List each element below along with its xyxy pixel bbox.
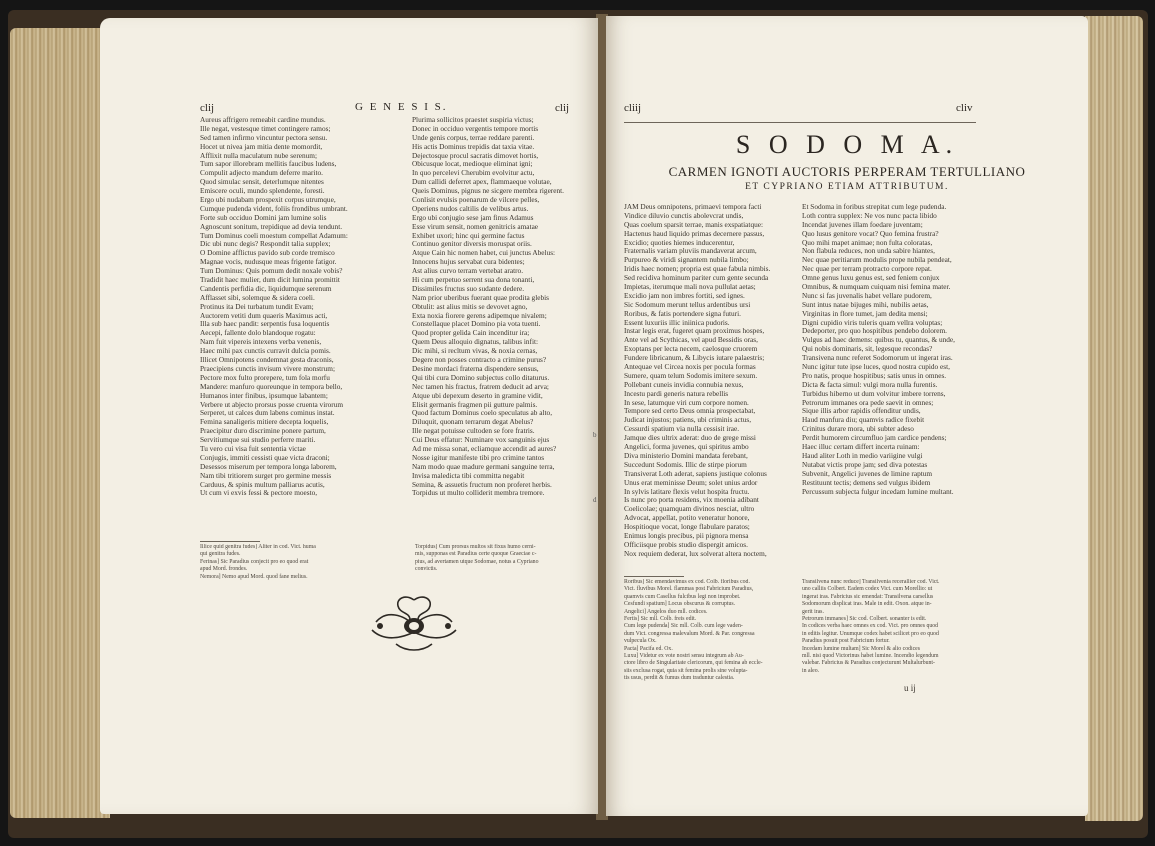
verse-line: Sunt intus natae bijuges mihi, nubilis aetas, [802, 299, 929, 309]
footnote-line: in editis legitur. Unumque codex habet scilicet pro eo quod [802, 630, 939, 637]
footnote-line: Luxu] Videtur ex vote nostri sensu integrum ab Au- [624, 652, 744, 659]
verse-line: Femina sanaligeris mitiere decepta loquelis, [200, 417, 329, 427]
verse-line: Iridis haec nomen; propria est quae fabula nimbis. [624, 264, 771, 274]
verse-line: Impietas, iterumque mali nova pullulat aetas; [624, 282, 756, 292]
verse-line: Vindice diluvio cunctis abolevcrat undis, [624, 210, 744, 220]
verse-line: Nec quae per terram protracto corpore repat. [802, 264, 932, 274]
title-rule [624, 122, 976, 123]
verse-line: Afflasset sibi, solemque & sidera coeli. [200, 292, 315, 302]
verse-line: Digni cupidio viris tuleris quam vellra voluptas; [802, 317, 943, 327]
footnote-line: quamvis cum Casellus fulcibus legi non improbet. [624, 593, 741, 600]
verse-line: Incestu pardi generis natura rebellis [624, 388, 729, 398]
verse-line: Sumere, quam telum Sodomis imitere sexum. [624, 370, 758, 380]
verse-line: Operiens nudos caltilis de velibus artus. [412, 203, 529, 213]
verse-line: Protinus ita Dei turbatum tundit Evam; [200, 301, 314, 311]
footnote-line: Torpidus] Cum prorsus multos sit fixus humo cerni- [415, 544, 536, 550]
right-footnotes-col2 [802, 579, 990, 675]
verse-line: Succedunt Sodomis. Illic de stirpe piorum [624, 459, 747, 469]
verse-line: Cui Deus effatur: Numinare vox sanguinis ejus [412, 435, 550, 445]
footnote-line: Petrorum immanes] Sic cod. Colbert. sonanter is edit. [802, 615, 927, 622]
verse-line: Ergo ubi conjugio sese jam finus Adamus [412, 212, 534, 222]
footnote-line: vulpecula Ox. [624, 638, 657, 645]
verse-line: Sic Sodomum merunt tellus ardentibus ursi [624, 299, 751, 309]
verse-line: Dicta & facta simul: vulgi mora nulla furentis. [802, 379, 938, 389]
right-page [606, 16, 1088, 816]
verse-line: Non flabula reduces, non unda sabire hiantes, [802, 246, 935, 256]
footnote-line: Paradius posuit post Fabricium fortur. [802, 638, 890, 645]
left-footnote-rule [200, 541, 260, 542]
verse-line: Ad me missa sonat, ecliamque accendit ad aures? [412, 443, 557, 453]
verse-line: Angelici, forma juvenes, qui spiritus ambo [624, 442, 749, 452]
footnote-line: valebar. Fabricius & Paradius conjecturunt Multalurbunt- [802, 660, 935, 667]
verse-line: Exhibet uxori; hinc qui germine factus [412, 230, 525, 240]
verse-line: Humanos inter finibus, ipsumque labantem; [200, 390, 328, 400]
verse-line: Omnibus, & numquam cuiquam nisi femina mater. [802, 282, 951, 292]
verse-line: Sed recidiva hominum pariter cum gente secunda [624, 273, 769, 283]
verse-line: Obtulit: ast alius mitis se devovet agno, [412, 301, 528, 311]
verse-line: Quod propter gelida Cain incenditur ira; [412, 328, 530, 338]
verse-line: Nec quae peritiarum modulis prope nubila pendeat, [802, 255, 952, 265]
verse-line: Ast alius curvo terram vertebat aratro. [412, 266, 524, 276]
verse-line: Haec mihi pax cunctis curravit dulcia pomis. [200, 346, 331, 356]
footnote-line: Incedam lumine multam] Sic Morel & alio codices [802, 645, 920, 652]
verse-line: Qui tibi cura Domino subjectus collo ditaturus. [412, 372, 550, 382]
verse-line: Essent luxuriis illic iniinica pudoris. [624, 317, 730, 327]
left-page-number: clij [200, 102, 215, 114]
verse-line: Praecipiens cunctis invisum vivere monstrum; [200, 363, 335, 373]
verse-line: JAM Deus omnipotens, primaevi tempora facti [624, 203, 762, 211]
verse-line: Tum Dominus coeli moestum compellat Adamum: [200, 230, 348, 240]
subtitle: CARMEN IGNOTI AUCTORIS PERPERAM TERTULLIANO [668, 164, 1026, 179]
verse-line: Fundere libricanum, & Libycis iutare palaestris; [624, 353, 765, 363]
footnote-line: gerit iras. [802, 608, 824, 615]
right-footnote-rule [624, 576, 684, 577]
verse-line: Queis Dominus, pignus ne sicgere membra rigerent. [412, 186, 564, 196]
footnote-line: Ferinas] Sic Paradius conjecit pro eo quod erat [200, 558, 309, 565]
verse-line: In sylvis latitare flexis velut hospita fructu. [624, 486, 750, 496]
left-footnotes-col1 [200, 544, 400, 581]
verse-line: O Domine afflictus pavido sub corde tremisco [200, 248, 335, 258]
verse-line: Praecipitur duro discrimine ponere partum, [200, 426, 326, 436]
verse-line: Haud manfura diu; quamvis radice fixebit [802, 415, 925, 425]
footnote-line: Transilvena nunc reduce] Transilvenia recerallier cod. Vict. [802, 579, 940, 585]
verse-line: Judicat injustos; patiens, ubi criminis actus, [624, 415, 752, 425]
verse-line: Quo mihi mapet animae; non fulta coloratas, [802, 237, 933, 247]
margin-mark-d: d [593, 496, 597, 504]
verse-line: Hospitioque vocat, longe flabulare paratos; [624, 522, 750, 532]
verse-line: Tum sapor illorebram mellitis faucibus ludens, [200, 159, 337, 169]
page-title: S O D O M A. [735, 130, 959, 159]
verse-line: Perdit humorem circumfluo jam cardice pendens; [802, 433, 947, 443]
verse-line: In quo percelevi Cherubim evolvitur actu, [412, 168, 535, 178]
verse-line: Ergo ubi nudabam prospexit corpus utrumque, [200, 195, 336, 205]
verse-line: Pro natis, proque hospitibus; satis unus in omnes. [802, 370, 947, 380]
verse-line: Quod simulac sensit, deterlumque nitentes [200, 177, 324, 187]
verse-line: Nam tibi tritiorem surget pro germine messis [200, 470, 332, 480]
footnote-line: siis exclusa rogat, quia sit femina prolis sine volupta- [624, 667, 748, 674]
verse-line: Constellaque placet Domino pia vota tuenti. [412, 319, 541, 329]
verse-line: Agnoscunt sonitum, trepidique ad devia tendunt. [200, 221, 343, 231]
verse-line: Verbere ut abjecto prorsus posse cruenta virorum [200, 399, 344, 409]
verse-line: Antequae vel Circea noxis per pocula formas [624, 362, 756, 372]
verse-line: Pectore mox fulto prorepere, tum fola morfu [200, 372, 330, 382]
verse-line: Quo lusus genitore vocat? Quo femina frustra? [802, 228, 939, 238]
footnote-line: Roribus] Sic emendavimus ex cod. Colb. floribus cod. [624, 579, 750, 585]
verse-line: Virginitas in flore tumet, jam dedita mensi; [802, 308, 928, 318]
verse-line: Fraternalis variam pluviis mandaverat arcum, [624, 246, 757, 256]
verse-line: Illa sub haec pandit: serpentis fusa loquentis [200, 319, 330, 329]
verse-line: Conlisit evulsis poenarum de vilcere pelles, [412, 195, 540, 205]
footnote-line: Nemora] Nemo apud Mord. quod fane melius. [200, 573, 308, 580]
verse-line: Officiisque probis studio dispergit amicos. [624, 539, 748, 549]
verse-line: Excidio; quoties hiemes inducerentur, [624, 237, 735, 247]
verse-line: Dissimiles fructus suo sudante dedere. [412, 283, 525, 293]
verse-line: Forte sub occiduo Domini jam lumine solis [200, 212, 327, 222]
verse-line: Dedeporter, pro quo hospitibus pendebo dolorem. [802, 326, 948, 336]
signature-mark: u ij [904, 683, 916, 693]
footnote-line: apud Mord. frondes. [200, 566, 248, 573]
verse-line: Afflixit nulla maculatum nube serenum; [200, 150, 317, 160]
verse-line: Instar legis erat, fugeret quam proximus hospes, [624, 326, 765, 336]
subtitle-2: ET CYPRIANO ETIAM ATTRIBUTUM. [745, 182, 949, 192]
footnote-line: Sodomorum displicat iras. Male in edit. Oxon. atque in- [802, 601, 932, 608]
verse-line: Esse virum sensit, nomen genitricis amatae [412, 221, 539, 231]
verse-line: Aureus affrigero remeabit cardine mundus. [200, 116, 326, 124]
verse-line: Incendat juvenes illam foedare juventam; [802, 219, 923, 229]
margin-mark-b: b [593, 431, 597, 439]
verse-line: Tempore sed certo Deus omnia prospectabat, [624, 406, 756, 416]
footnote-line: Cum lege pudenda] Sic mll. Colb. cum lege vaden- [624, 623, 743, 630]
right-page-number-left: cliij [624, 102, 642, 114]
verse-line: Magnae vocis, nudusque meas frigente fatigor. [200, 257, 337, 267]
verse-line: Elisit germanis fragmen pii gutture palmis. [412, 399, 538, 409]
footnote-line: ingerat iras. Fabricius sic emendat: Transilvena carsellus [802, 593, 934, 600]
verse-line: Is nunc pro porta residens, vix moenia adibant [624, 495, 759, 505]
verse-line: Turbidus hiberno ut dum volvitur imbere torrens, [802, 388, 946, 398]
verse-line: Pollebant cuneis invidia connubia nexus, [624, 379, 744, 389]
verse-line: Loth contra supplex: Ne vos nunc pacta libido [802, 210, 937, 220]
verse-line: Ille negat potuisse cultoden se fore fratris. [412, 426, 535, 436]
verse-line: Ante vel ad Scythicas, vel apud Bessidis oras, [624, 335, 758, 345]
verse-line: Advocat, appellat, potito veneratur honore, [624, 513, 750, 523]
verse-line: Transiverat Loth aderat, sapiens justique colonus [624, 468, 767, 478]
verse-line: Diva ministerio Domini mandata ferebant, [624, 450, 748, 460]
footnote-line: Angelici] Angelos duo mll. codices. [624, 608, 708, 615]
verse-line: Nunc igitur tute ipse luces, quod nostra cupido est, [802, 362, 950, 372]
verse-line: Donec in occiduo vergentis tempore mortis [412, 123, 539, 133]
verse-line: Haec illuc certam differt incerta ruinam: [802, 442, 920, 452]
right-column-1 [624, 203, 804, 559]
verse-line: Obicusque locat, medioque eliminat igni; [412, 159, 533, 169]
footnote-line: mis, supponas est Paradius certe quoque Graeciae c- [415, 551, 537, 558]
verse-line: Carduus, & spinis multum palliarus acutis, [200, 479, 325, 489]
verse-line: Plurima sollicitos praestet suspiria victus; [412, 116, 534, 124]
footnote-line: dum Vict. congressa malevalum Mord. & Par. congressa [624, 630, 755, 637]
verse-line: Mandere: manfuro quoreunque in tempora bello, [200, 381, 343, 391]
verse-line: Desessos miserum per tempora longa laborem, [200, 461, 337, 471]
verse-line: Servitiumque sui studio perferre mariti. [200, 435, 316, 445]
verse-line: Tradidit haec mulier, dum dicit lumina promittit [200, 275, 340, 285]
verse-line: Auctorem vetiti dum quaeris Maximus acti, [200, 310, 328, 320]
footnote-line: mll. nisi quod Victorinus habet lumine. Incendio legendum [802, 652, 939, 659]
verse-line: Quas coelum sparsit terrae, manis exspatiatque: [624, 219, 764, 229]
left-column-1 [200, 116, 405, 498]
footnote-line: qui genitra fudes. [200, 551, 241, 558]
footnote-line: Vict. fluvibus Morel. flammas post Fabricium Paradius, [624, 586, 754, 593]
footnote-line: tis usus, perdit & fumus dum traduntur calestia. [624, 675, 735, 682]
verse-line: Et Sodoma in foribus strepitat cum lege pudenda. [802, 203, 947, 211]
verse-line: Coelicolae; quamquam divinos nesciat, ultro [624, 504, 755, 514]
footnote-line: pius, ad avertamen utque Sodomae, notus a Cypriano [415, 558, 539, 565]
verse-line: Enimus longis precibus, pii pignora mensa [624, 530, 749, 540]
verse-line: Transivena nunc referet Sodomorum ut ingerat iras. [802, 353, 953, 363]
verse-line: In sese, latumque viri cum corpore nomen. [624, 397, 749, 407]
verse-line: Sique illis arbor rapidis offenditur undis, [802, 406, 921, 416]
verse-line: Dejectosque procul sacratis dimovet hortis, [412, 150, 539, 160]
footnote-line: In codices verba haec omnes ex cod. Vict. pro omnes quod [802, 623, 939, 630]
verse-line: Aecepi, fallente dolo blandoque rogatu: [200, 328, 316, 338]
verse-line: Emiscere oculi, mundo splendente, foresti. [200, 186, 325, 196]
verse-line: Jamque dies ultrix aderat: duo de grege missi [624, 433, 756, 443]
verse-line: Compulit adjecto mandum deferre marito. [200, 168, 323, 178]
verse-line: Sed tamen infirmo vincuntur pectora sensu. [200, 132, 328, 142]
verse-line: Nosse igitur manifeste tibi pro crimine tantos [412, 452, 545, 462]
verse-line: Vulgus ad haec demens: quibus tu, quantus, & unde, [802, 335, 955, 345]
verse-line: Ut cum vi exvis fessi & pectore moesto, [200, 488, 318, 498]
verse-line: Hactenus haud liquido primas decernere passus, [624, 228, 765, 238]
verse-line: Serperet, ut calces dum labens cominus instat. [200, 408, 335, 418]
footnote-line: Illice quid genitra fudes] Aliter in cod. Vict. huma [200, 544, 316, 550]
verse-line: Dic ubi nunc degis? Respondit talia supplex; [200, 239, 331, 249]
footnote-line: Fertis] Sic mll. Colb. freis edit. [624, 615, 697, 622]
right-page-edges [1085, 16, 1143, 821]
verse-line: Percussum subjecta fulgur incedam lumine multant. [802, 486, 954, 496]
verse-line: Exta noxia fiorere gerens adipemque nivalem; [412, 310, 547, 320]
right-footnotes-col1 [624, 579, 802, 682]
verse-line: Tum Dominus: Quis pomum dedit noxale vobis? [200, 266, 343, 276]
verse-line: Restituunt tectis; demens sed vulgus ibidem [802, 477, 931, 487]
verse-line: Dum callidi deferret apex, flammaeque volutae, [412, 177, 552, 187]
verse-line: Desine mordaci fraterna dispendere sensus, [412, 363, 539, 373]
verse-line: Illicet Omnipotens condemnat gesta draconis, [200, 355, 334, 365]
left-running-number: clij [555, 102, 570, 114]
verse-line: Diluquit, quonam terrarum degat Abelus? [412, 417, 534, 427]
verse-line: Invisa maledicta tibi committa negabit [412, 470, 525, 480]
verse-line: Cessurdi spatium via nulla cessisit irae. [624, 424, 740, 434]
verse-line: Dic mihi, si recltum vivas, & noxia cernas, [412, 346, 538, 356]
verse-line: Excidio jam non imbres fortiti, sed ignes. [624, 290, 745, 300]
verse-line: Nutabat victis prope jam; sed diva potestas [802, 459, 928, 469]
verse-line: Semina, & assuetis fructum non proferet herbis. [412, 479, 552, 489]
verse-line: Quem Deus alloquio dignatus, talibus infit: [412, 337, 539, 347]
right-column-2 [802, 203, 992, 496]
verse-line: Qui nobis dominaris, sit, legesque recondas? [802, 344, 933, 354]
verse-line: Conjugis, immiti cessisti quae victa draconi; [200, 452, 330, 462]
verse-line: Atque ubi depexum deserto in gramine vidit, [412, 390, 543, 400]
verse-line: Hi cum perpetuo serrent sua dona tonanti, [412, 275, 535, 285]
verse-line: Nunc si fas juvenalis habet vellare pudorem, [802, 290, 932, 300]
left-footnotes-col2 [415, 544, 585, 574]
verse-line: Degere non posses contracto a crimine purus? [412, 355, 547, 365]
verse-line: Ille negat, vestesque timet contingere ramos; [200, 123, 331, 133]
ornament-icon [366, 592, 462, 654]
verse-line: Continuo genitor diversis moruspat oriis. [412, 239, 532, 249]
verse-line: Candentis perfidia dic, liquidumque serenum [200, 283, 332, 293]
verse-line: His actis Dominus trepidis dat taxia vitae. [412, 141, 535, 151]
left-column-2 [412, 116, 580, 498]
verse-line: Nam fuit vipereis intexens verba venenis, [200, 337, 322, 347]
running-title: G E N E S I S. [355, 101, 448, 113]
footnote-line: convictis. [415, 566, 438, 573]
left-page [100, 18, 598, 814]
verse-line: Petrorum immanes ora pede saevit in omnes; [802, 397, 934, 407]
right-page-number-right: cliv [956, 102, 973, 114]
verse-line: Purpureo & viridi signantem nubila limbo; [624, 255, 749, 265]
verse-line: Unus erat meminisse Deum; solet unius ardor [624, 477, 758, 487]
verse-line: Hocet ut nivea jam mitia dente momordit, [200, 141, 323, 151]
verse-line: Omne genus luxu genus est, sed feniem conjux [802, 273, 940, 283]
verse-line: Atque Cain hic nomen habet, cui junctus Abelus: [412, 248, 556, 258]
footnote-line: Pacta] Pacifa ed. Ox. [624, 645, 673, 652]
footnote-line: in aleo. [802, 667, 820, 674]
footnote-line: ctore libro de Singularitate clericorum, qui femina ab eccle- [624, 660, 763, 667]
verse-line: Nam prior uberibus fuerant quae prodita glebis [412, 292, 549, 302]
footnote-line: Cesfundi spatium] Locus obscurus & corruptus. [624, 601, 736, 608]
verse-line: Torpidus ut multo colliderit membra tremore. [412, 488, 545, 498]
verse-line: Haud aliter Loth in medio variigine vulgi [802, 450, 923, 460]
footnote-line: uno calliis Colbert. Eadem codex Vict. cum Morellio: ut [802, 586, 933, 593]
verse-line: Unde genis corpus, terrae reddare parenti. [412, 132, 535, 142]
verse-line: Nam modo quae madure germani sanguine terra, [412, 461, 555, 471]
left-page-edges [10, 28, 110, 818]
verse-line: Nec tamen his fractus, fratrem deducit ad arva; [412, 381, 549, 391]
verse-line: Innocens hujus servabat cura bidentes; [412, 257, 525, 267]
verse-line: Crinitus durare mora, ubi subter adeso [802, 424, 914, 434]
verse-line: Cumque pudenda vident, foliis frondibus umbrant. [200, 203, 348, 213]
verse-line: Exoptans per lecta necem, caelosque cruorem [624, 344, 758, 354]
verse-line: Subvenit, Angelici juvenes de limine raptum [802, 468, 933, 478]
verse-line: Roribus, & fatis portendere signa futuri. [624, 308, 741, 318]
verse-line: Nox requiem dederat, lux solverat altera noctem, [624, 548, 767, 558]
verse-line: Quod factum Dominus coelo speculatus ab alto, [412, 408, 553, 418]
verse-line: Tu vero cui visa fuit sententia victae [200, 443, 306, 453]
